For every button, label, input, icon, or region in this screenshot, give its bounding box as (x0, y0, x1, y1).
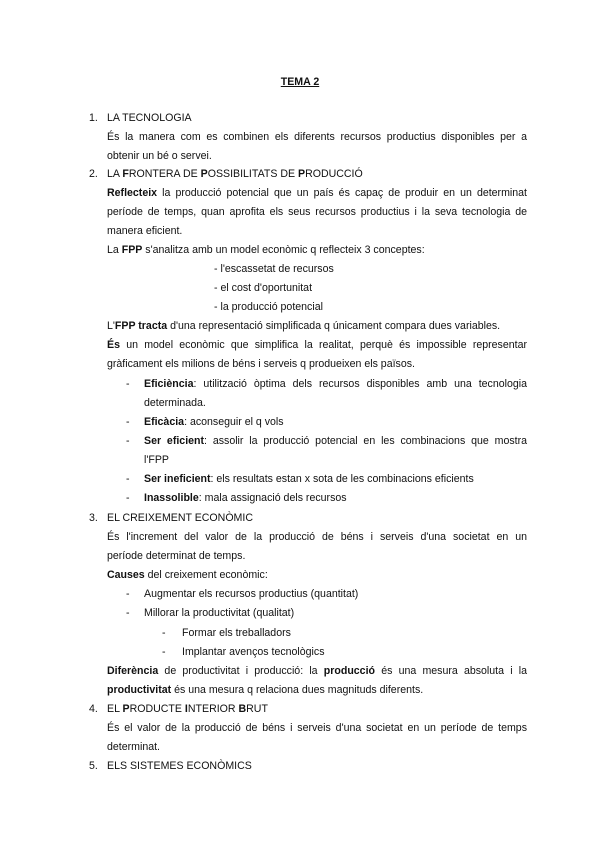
paragraph-line: És el valor de la producció de béns i serveis d'una societat en un període de temps (107, 722, 527, 734)
list-item-continuation: l'FPP (144, 454, 169, 466)
paragraph-line: És un model econòmic que simplifica la realitat, perquè és impossible representar (107, 339, 527, 351)
paragraph-line: És l'increment del valor de la producció de béns i serveis d'una societat en un (107, 531, 527, 543)
list-item: Implantar avenços tecnològics (182, 646, 325, 658)
bullet-dash: - (162, 646, 166, 658)
section-heading: ELS SISTEMES ECONÒMICS (107, 760, 252, 772)
concept-item: - la producció potencial (214, 301, 323, 313)
concept-item: - el cost d'oportunitat (214, 282, 313, 294)
list-item: Eficiència: utilització òptima dels recursos disponibles amb una tecnologia (144, 378, 527, 390)
section-heading: LA TECNOLOGIA (107, 112, 192, 124)
bullet-dash: - (126, 473, 130, 485)
bullet-dash: - (126, 588, 130, 600)
paragraph-line: productivitat és una mesura q relaciona dues magnituds diferents. (107, 684, 424, 696)
list-item: Ser eficient: assolir la producció potencial en les combinacions que mostra (144, 435, 527, 447)
list-item: Inassolible: mala assignació dels recursos (144, 492, 347, 504)
list-item: Augmentar els recursos productius (quantitat) (144, 588, 359, 600)
bullet-dash: - (162, 627, 166, 639)
concept-item: - l'escassetat de recursos (214, 263, 334, 275)
paragraph-line: L'FPP tracta d'una representació simplificada q únicament compara dues variables. (107, 320, 501, 332)
paragraph-line: manera eficient. (107, 225, 183, 237)
section-number: 1. (89, 112, 98, 124)
section-heading: EL PRODUCTE INTERIOR BRUT (107, 703, 268, 715)
section-number: 3. (89, 512, 98, 524)
list-item: Formar els treballadors (182, 627, 291, 639)
section-heading: LA FRONTERA DE POSSIBILITATS DE PRODUCCIÓ (107, 168, 363, 180)
section-number: 2. (89, 168, 98, 180)
section-number: 4. (89, 703, 98, 715)
paragraph-line: gràficament els milions de béns i serveis q produeixen els països. (107, 358, 415, 370)
paragraph-line: obtenir un bé o servei. (107, 150, 212, 162)
page-title: TEMA 2 (280, 76, 320, 88)
list-item: Millorar la productivitat (qualitat) (144, 607, 295, 619)
list-item: Eficàcia: aconseguir el q vols (144, 416, 284, 428)
list-item: Ser ineficient: els resultats estan x sota de les combinacions eficients (144, 473, 474, 485)
bullet-dash: - (126, 607, 130, 619)
paragraph-line: Diferència de productivitat i producció: la producció és una mesura absoluta i la (107, 665, 527, 677)
paragraph-line: És la manera com es combinen els diferents recursos productius disponibles per a (107, 131, 527, 143)
paragraph-line: Causes del creixement econòmic: (107, 569, 268, 581)
paragraph-line: determinat. (107, 741, 160, 753)
paragraph-line: període determinat de temps. (107, 550, 246, 562)
bullet-dash: - (126, 378, 130, 390)
bullet-dash: - (126, 435, 130, 447)
paragraph-line: La FPP s'analitza amb un model econòmic q reflecteix 3 conceptes: (107, 244, 425, 256)
section-heading: EL CREIXEMENT ECONÒMIC (107, 512, 253, 524)
section-number: 5. (89, 760, 98, 772)
paragraph-line: Reflecteix la producció potencial que un país és capaç de produir en un determinat (107, 187, 527, 199)
list-item-continuation: determinada. (144, 397, 206, 409)
bullet-dash: - (126, 416, 130, 428)
bullet-dash: - (126, 492, 130, 504)
paragraph-line: període de temps, quan aprofita els seus recursos productius i la seva tecnologia de (107, 206, 527, 218)
